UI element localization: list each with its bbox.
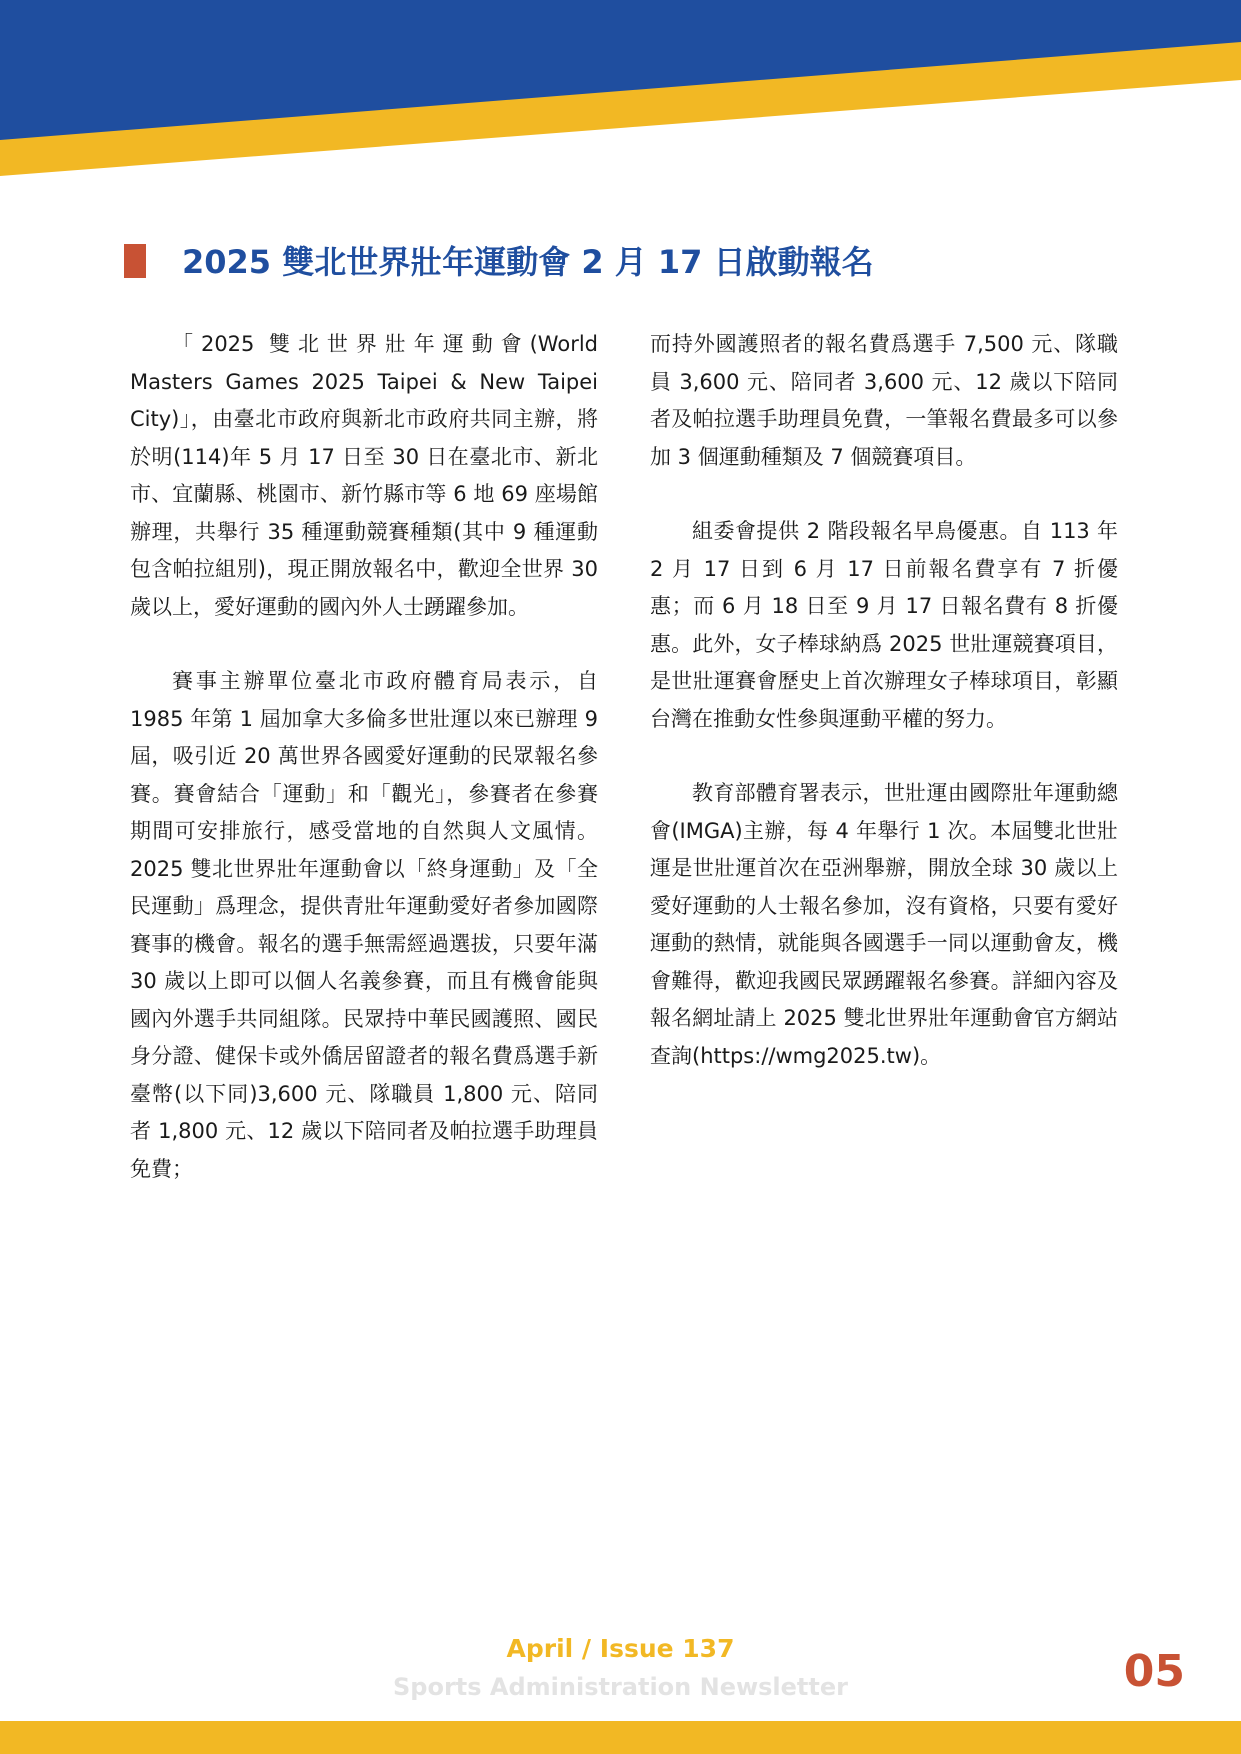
footer-issue: April / Issue 137 [506, 1634, 735, 1663]
footer-bar [0, 1721, 1241, 1754]
article-paragraph-continuation: 而持外國護照者的報名費爲選手 7,500 元、隊職員 3,600 元、陪同者 3,600 元、12 歲以下陪同者及帕拉選手助理員免費，一筆報名費最多可以參加 3 個運動種類及 7 個競賽項目。 [650, 332, 1118, 469]
article-heading [124, 240, 1124, 284]
article-paragraph: 組委會提供 2 階段報名早鳥優惠。自 113 年 2 月 17 日到 6 月 17 日前報名費享有 7 折優惠；而 6 月 18 日至 9 月 17 日報名費有 8 折優惠。此外，女子棒球納爲 2025 世壯運競賽項目，是世壯運賽會歷史上首次辦理女子棒球項目，彰顯台灣在推動女性參與運動平權的努力。 [650, 519, 1118, 731]
article-right-column [650, 326, 1118, 1112]
article-paragraph: 「2025 雙北世界壯年運動會(World Masters Games 2025 Taipei & New Taipei City)」，由臺北市政府與新北市政府共同主辦，將於明(114)年 5 月 17 日至 30 日在臺北市、新北市、宜蘭縣、桃園市、新竹縣市等 6 地 69 座場館辦理，共舉行 35 種運動競賽種類(其中 9 種運動包含帕拉組別)，現正開放報名中，歡迎全世界 30 歲以上，愛好運動的國內外人士踴躍參加。 [130, 332, 598, 619]
header-decoration [0, 0, 1241, 180]
title-marker-bar [124, 244, 146, 278]
article-paragraph: 賽事主辦單位臺北市政府體育局表示，自 1985 年第 1 屆加拿大多倫多世壯運以來已辦理 9 屆，吸引近 20 萬世界各國愛好運動的民眾報名參賽。賽會結合「運動」和「觀光」，參賽者在參賽期間可安排旅行，感受當地的自然與人文風情。2025 雙北世界壯年運動會以「終身運動」及「全民運動」爲理念，提供青壯年運動愛好者參加國際賽事的機會。報名的選手無需經過選拔，只要年滿 30 歲以上即可以個人名義參賽，而且有機會能與國內外選手共同組隊。民眾持中華民國護照、國民身分證、健保卡或外僑居留證者的報名費爲選手新臺幣(以下同)3,600 元、隊職員 1,800 元、陪同者 1,800 元、12 歲以下陪同者及帕拉選手助理員免費； [130, 669, 598, 1181]
footer-publication-name: Sports Administration Newsletter [392, 1673, 848, 1701]
article-title: 2025 雙北世界壯年運動會 2 月 17 日啟動報名 [182, 243, 874, 281]
article-left-column [130, 326, 598, 1225]
article-paragraph: 教育部體育署表示，世壯運由國際壯年運動總會(IMGA)主辦，每 4 年舉行 1 次。本屆雙北世壯運是世壯運首次在亞洲舉辦，開放全球 30 歲以上愛好運動的人士報名參加，沒有資格，只要有愛好運動的熱情，就能與各國選手一同以運動會友，機會難得，歡迎我國民眾踴躍報名參賽。詳細內容及報名網址請上 2025 雙北世界壯年運動會官方網站查詢(https://wmg2025.tw)。 [650, 781, 1118, 1068]
page-number: 05 [1123, 1646, 1185, 1697]
